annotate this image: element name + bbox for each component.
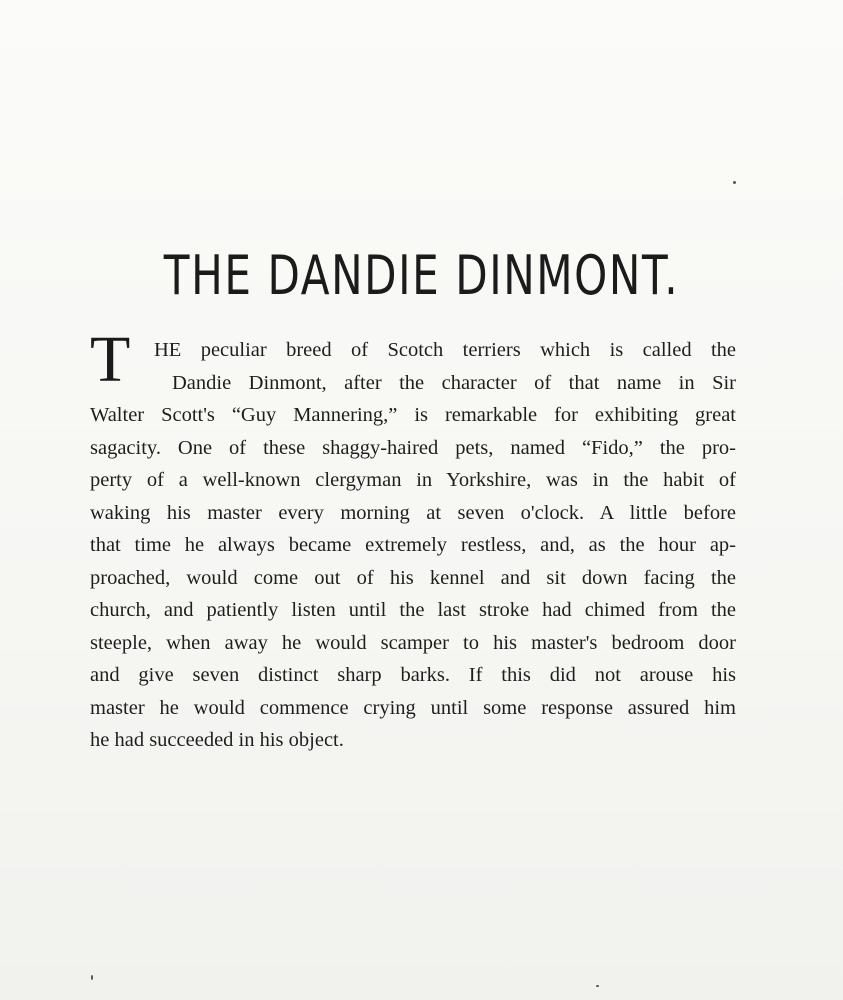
text-line: steeple, when away he would scamper to his master's bedroom door bbox=[90, 631, 736, 654]
text-line: perty of a well-known clergyman in Yorkshire, was in the habit of bbox=[90, 469, 736, 491]
text-line: and give seven distinct sharp barks. If this did not arouse his bbox=[90, 664, 736, 686]
paper-speck bbox=[733, 181, 736, 184]
page-title: THE DANDIE DINMONT. bbox=[163, 244, 680, 307]
paper-speck bbox=[596, 985, 599, 987]
text-line: Dandie Dinmont, after the character of that name in Sir bbox=[172, 371, 736, 394]
text-line: sagacity. One of these shaggy-haired pets, named “Fido,” the pro- bbox=[90, 436, 736, 459]
text-line: proached, would come out of his kennel and sit down facing the bbox=[90, 566, 736, 589]
text-line: master he would commence crying until some response assured him bbox=[90, 696, 736, 719]
text-line: waking his master every morning at seven o'clock. A little before bbox=[90, 501, 736, 524]
text-line: that time he always became extremely restless, and, as the hour ap- bbox=[90, 534, 736, 556]
paper-speck bbox=[91, 975, 93, 980]
text-line: he had succeeded in his object. bbox=[90, 729, 344, 751]
body-paragraph bbox=[90, 334, 736, 757]
text-line: Walter Scott's “Guy Mannering,” is remarkable for exhibiting great bbox=[90, 404, 736, 426]
text-line: church, and patiently listen until the last stroke had chimed from the bbox=[90, 599, 736, 621]
text-line: HE peculiar breed of Scotch terriers which is called the bbox=[154, 339, 736, 361]
drop-cap: T bbox=[90, 323, 131, 396]
